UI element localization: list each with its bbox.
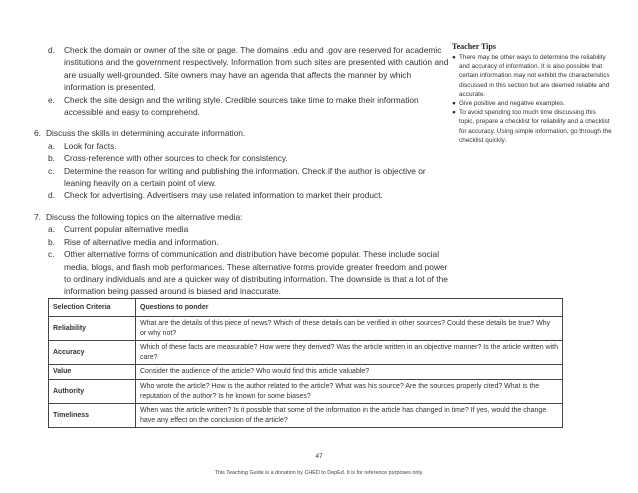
teacher-tip-text: To avoid spending too much time discussing this topic, prepare a checklist for reliability and a checklist for accuracy. Using simple information, go through the checklist quickly. — [459, 109, 612, 144]
bullet-icon: ● — [452, 100, 456, 108]
criteria-cell: Timeliness — [49, 404, 136, 428]
list-marker: 6. — [34, 128, 41, 139]
list-item — [34, 211, 454, 223]
criteria-cell: Accuracy — [49, 341, 136, 365]
questions-cell: When was the article written? Is it possible that some of the information in the article has changed in time? If yes, would the change have any effect on the conclusion of the article? — [136, 404, 563, 428]
list-item-text: Current popular alternative media — [64, 224, 189, 235]
list-item — [34, 236, 454, 248]
list-item — [34, 165, 454, 190]
table-row — [49, 404, 563, 428]
list-marker: c. — [48, 165, 55, 176]
criteria-cell: Reliability — [49, 317, 136, 341]
list-item-text: Cross-reference with other sources to check for consistency. — [64, 153, 288, 164]
list-item — [34, 248, 454, 298]
list-marker: b. — [48, 153, 55, 164]
questions-cell: Consider the audience of the article? Who would find this article valuable? — [136, 365, 563, 380]
teacher-tip-text: There may be other ways to determine the reliability and accuracy of information. It is also possible that certain information may not exhibit the characteristics discussed in this section but are deemed reliable and accurate. — [459, 54, 610, 98]
footer-note: This Teaching Guide is a donation by CHED to DepEd. It is for reference purposes only. — [214, 470, 424, 476]
list-item — [34, 140, 454, 152]
column-header: Selection Criteria — [49, 299, 136, 317]
list-marker: a. — [48, 224, 55, 235]
column-header: Questions to ponder — [136, 299, 563, 317]
list-item-text: Discuss the skills in determining accurate information. — [46, 128, 246, 139]
list-item-text: Check for advertising. Advertisers may use related information to market their product. — [64, 190, 383, 201]
table-header-row — [49, 299, 563, 317]
selection-criteria-table — [48, 298, 563, 428]
questions-cell: Who wrote the article? How is the author related to the article? What was his source? Are the sources properly cited? What is the reputation of the author? Is he known for some biases? — [136, 379, 563, 403]
questions-cell: Which of these facts are measurable? How were they derived? Was the article written in an objective manner? Is the article written with care? — [136, 341, 563, 365]
list-item-text: Discuss the following topics on the alternative media: — [46, 211, 243, 222]
table-row — [49, 317, 563, 341]
teacher-tips-title: Teacher Tips — [452, 42, 496, 51]
bullet-icon: ● — [452, 54, 456, 61]
questions-cell: What are the details of this piece of news? Which of these details can be verified in other sources? Could these details be true? Why or why not? — [136, 317, 563, 341]
teacher-tip — [452, 99, 612, 108]
list-marker: e. — [48, 94, 55, 105]
bullet-icon: ● — [452, 109, 456, 117]
list-marker: b. — [48, 236, 55, 247]
list-marker: c. — [48, 249, 55, 260]
teacher-tip — [452, 108, 612, 145]
list-item-text: Check the domain or owner of the site or page. The domains .edu and .gov are reserved for academic institutions and the government respectively. Information from such sites are presented with caution and are usually well-grounded. Site owners may have an agenda that affects the manner by which information is presented. — [64, 45, 449, 93]
list-item — [34, 189, 454, 201]
teacher-tip-text: Give positive and negative examples. — [459, 100, 565, 108]
criteria-cell: Value — [49, 365, 136, 380]
list-item — [34, 152, 454, 164]
list-item-text: Look for facts. — [64, 140, 117, 151]
list-item-text: Other alternative forms of communication and distribution have become popular. These include social media, blogs, and flash mob performances. These alternative forms provide greater freedom and power to ordinary individuals and are a quicker way of distributing information. The downside is that a lot of the information being passed around is biased and inaccurate. — [64, 249, 448, 297]
list-item — [34, 223, 454, 235]
table-row — [49, 379, 563, 403]
list-item — [34, 94, 454, 119]
list-marker: 7. — [34, 211, 41, 222]
table-row — [49, 365, 563, 380]
list-item-text: Rise of alternative media and information. — [64, 236, 219, 247]
list-marker: a. — [48, 140, 55, 151]
main-content — [34, 44, 454, 298]
teacher-tip — [452, 53, 612, 99]
teacher-tips-box — [452, 41, 612, 145]
list-item-text: Determine the reason for writing and publishing the information. Check if the author is objective or leaning heavily on a certain point of view. — [64, 165, 426, 189]
list-marker: d. — [48, 45, 55, 55]
criteria-cell: Authority — [49, 379, 136, 403]
list-item — [34, 44, 454, 94]
table-row — [49, 341, 563, 365]
page-number: 47 — [315, 453, 323, 460]
list-item-text: Check the site design and the writing style. Credible sources take time to make their information accessible and easy to comprehend. — [64, 94, 419, 118]
list-item — [34, 127, 454, 139]
list-marker: d. — [48, 190, 55, 201]
